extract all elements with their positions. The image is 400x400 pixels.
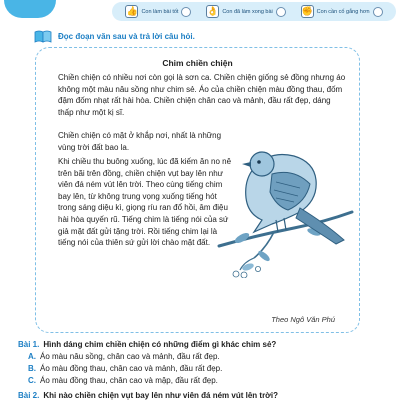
eval-label: Con làm bài tốt <box>141 8 179 15</box>
option-text: Áo màu nâu sồng, chân cao và mảnh, đầu rất đẹp. <box>40 352 220 361</box>
question-1 <box>18 337 276 351</box>
eval-item-try-harder[interactable] <box>301 5 383 18</box>
reading-passage-box <box>35 47 360 333</box>
passage-title: Chim chiền chiện <box>162 58 233 68</box>
eval-label: Con cần cố gắng hơn <box>316 8 370 15</box>
bird-illustration <box>214 128 354 278</box>
passage-paragraph-2: Chiền chiện có mặt ở khắp nơi, nhất là những vùng trời đất bao la. <box>58 131 222 152</box>
option-text: Áo màu đồng thau, chân cao và mập, đầu rất đẹp. <box>40 376 218 385</box>
ok-hand-icon: 👌 <box>207 6 219 16</box>
question-text: Hình dáng chim chiền chiện có những điểm gì khác chim sẻ? <box>43 339 277 349</box>
option-letter: B. <box>28 364 36 373</box>
option-letter: C. <box>28 376 36 385</box>
top-header <box>0 0 400 24</box>
logo-badge <box>4 0 56 18</box>
passage-paragraph-3: Khi chiều thu buông xuống, lúc đã kiếm ăn no nê trên bãi trên đồng, chiền chiện vụt bay lên như viên đá ném vút lên trời. Theo cùng tiếng chim bay lên, từ không trung vọng xuống tiếng hót trong sáng diệu kì, giọng ríu ran đổ hồi, âm điệu hài hòa quyến rũ. Tiếng chim là tiếng nói của sứ giả mặt đất gửi tặng trời. Rồi tiếng chim lại là tiếng nói của thiên sứ gửi lời chào mặt đất. <box>58 157 232 248</box>
q1-option-b[interactable] <box>28 364 222 373</box>
eval-item-good[interactable] <box>125 5 191 18</box>
instruction-row <box>34 28 195 44</box>
eval-checkbox[interactable] <box>276 7 286 17</box>
passage-source: Theo Ngô Văn Phú <box>271 315 335 324</box>
option-letter: A. <box>28 352 36 361</box>
question-text: Khi nào chiền chiện vụt bay lên như viên đá ném vút lên trời? <box>43 390 278 400</box>
eval-checkbox[interactable] <box>373 7 383 17</box>
question-2 <box>18 388 278 400</box>
open-book-icon <box>34 30 52 43</box>
question-label: Bài 2. <box>18 390 40 400</box>
eval-checkbox[interactable] <box>181 7 191 17</box>
thumbs-up-icon: 👍 <box>126 6 138 16</box>
question-label: Bài 1. <box>18 339 40 349</box>
option-text: Áo màu đồng thau, chân cao và mảnh, đầu rất đẹp. <box>40 364 223 373</box>
instruction-text: Đọc đoạn văn sau và trả lời câu hỏi. <box>58 31 195 41</box>
eval-label: Con đã làm xong bài <box>222 8 273 15</box>
q1-option-c[interactable] <box>28 376 218 385</box>
q1-option-a[interactable] <box>28 352 220 361</box>
eval-item-done[interactable] <box>206 5 285 18</box>
passage-paragraph-1: Chiền chiện có nhiều nơi còn gọi là sơn ca. Chiền chiện giống sẻ đồng nhưng áo không một màu nâu sồng như chim sẻ. Áo của chiền chiện màu đồng thau, đốm đậm đốm nhạt rất hài hòa. Chiền chiện chân cao và mảnh, đầu rất đẹp, dáng thấp như một kị sĩ. <box>58 73 346 117</box>
raised-fist-icon: ✊ <box>301 6 313 16</box>
self-evaluation-bar <box>112 2 396 21</box>
